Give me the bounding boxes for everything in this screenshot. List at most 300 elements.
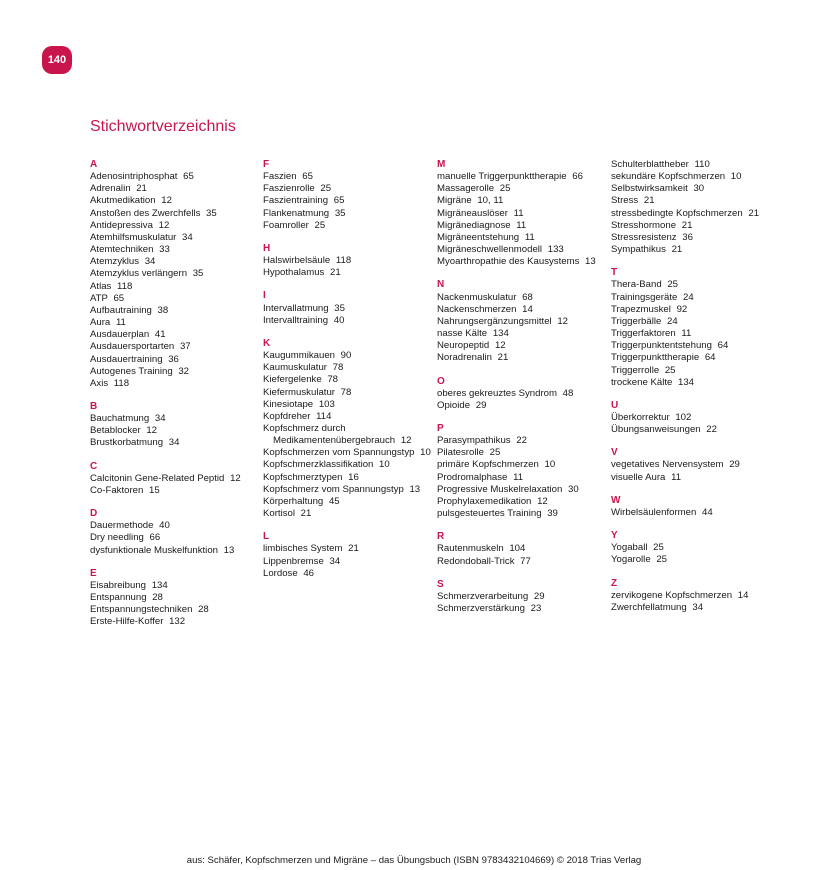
index-term: Progressive Muskelrelaxation — [437, 483, 563, 495]
index-page-number: 25 — [489, 447, 501, 459]
index-entry — [437, 472, 607, 484]
index-entry — [90, 425, 260, 437]
index-page-number: 21 — [300, 508, 312, 520]
index-term: Nackenschmerzen — [437, 303, 517, 315]
index-page-number: 11 — [115, 317, 126, 329]
index-term: Hypothalamus — [263, 267, 325, 279]
index-page-number: 46 — [303, 567, 315, 579]
index-term: Ausdauersportarten — [90, 341, 175, 353]
index-term: Migräne — [437, 195, 472, 207]
page-title: Stichwortverzeichnis — [90, 118, 236, 135]
index-term: Co-Faktoren — [90, 484, 144, 496]
index-term: Kopfschmerz vom Spannungstyp — [263, 483, 404, 495]
index-column-4 — [611, 159, 781, 614]
index-term: Anstoßen des Zwerchfells — [90, 207, 201, 219]
index-entry — [263, 459, 433, 471]
index-entry — [611, 208, 781, 220]
index-letter-a: A — [90, 159, 98, 170]
index-term: Dauermethode — [90, 520, 154, 532]
index-page-number: 90 — [340, 350, 352, 362]
index-term: Atemhilfsmuskulatur — [90, 231, 177, 243]
index-entry — [611, 292, 781, 304]
index-entry — [263, 387, 433, 399]
index-term: manuelle Triggerpunkttherapie — [437, 171, 567, 183]
index-page-number: 78 — [332, 362, 344, 374]
index-term: Neuropeptid — [437, 340, 490, 352]
index-entry — [90, 220, 260, 232]
index-entry — [90, 183, 260, 195]
index-entry — [263, 508, 433, 520]
index-term: Kiefergelenke — [263, 374, 322, 386]
index-term: Axis — [90, 377, 109, 389]
index-page-number: 21 — [136, 183, 147, 195]
index-page-number: 92 — [676, 303, 688, 315]
index-term: Kaugummikauen — [263, 350, 335, 362]
index-page-number: 44 — [702, 506, 713, 518]
index-entry — [90, 378, 260, 390]
index-page-number: 21 — [497, 352, 509, 364]
index-term: Aufbautraining — [90, 304, 152, 316]
index-term: Zwerchfellatmung — [611, 601, 687, 613]
index-term: Migränediagnose — [437, 219, 511, 231]
index-entry — [263, 303, 433, 315]
index-term: Thera-Band — [611, 279, 662, 291]
index-term: Trapezmuskel — [611, 303, 671, 315]
footer-citation: aus: Schäfer, Kopfschmerzen und Migräne – das Übungsbuch (ISBN 9783432104669) © 2018 Trias Verlag — [186, 855, 642, 866]
index-term: Stressresistenz — [611, 231, 677, 243]
index-entry — [437, 208, 607, 220]
index-term: Akutmedikation — [90, 195, 156, 207]
index-entry — [437, 340, 607, 352]
index-page-number: 32 — [178, 365, 190, 377]
index-term: Kopfschmerz durch Medikamentenübergebrauch — [263, 422, 396, 447]
index-entry — [437, 543, 607, 555]
index-entry — [437, 232, 607, 244]
index-entry — [90, 329, 260, 341]
index-term: visuelle Aura — [611, 471, 666, 483]
index-letter-w: W — [611, 494, 621, 506]
index-entry — [263, 195, 433, 207]
index-term: Halswirbelsäule — [263, 255, 331, 267]
index-term: Nackenmuskulatur — [437, 291, 517, 303]
index-entry — [611, 472, 781, 484]
index-term: Schmerzverstärkung — [437, 603, 525, 614]
index-page-number: 14 — [522, 303, 533, 315]
index-entry — [437, 496, 607, 508]
index-term: sekundäre Kopfschmerzen — [611, 171, 726, 183]
index-entry — [611, 304, 781, 316]
index-page-number: 12 — [146, 425, 158, 437]
index-entry — [437, 603, 607, 615]
index-term: Ausdauertraining — [90, 353, 163, 365]
index-entry — [90, 413, 260, 425]
index-page-number: 104 — [509, 543, 526, 555]
index-entry — [263, 255, 433, 267]
index-term: ATP — [90, 292, 108, 304]
index-page-number: 34 — [168, 437, 180, 449]
index-term: Noradrenalin — [437, 352, 492, 364]
index-entry — [611, 602, 781, 614]
index-column-1 — [90, 159, 260, 628]
index-term: Stresshormone — [611, 219, 677, 231]
index-term: Kinesiotape — [263, 398, 314, 410]
index-term: dysfunktionale Muskelfunktion — [90, 544, 218, 556]
index-page-number: 10 — [420, 447, 431, 459]
index-entry — [437, 183, 607, 195]
index-page-number: 65 — [302, 171, 313, 183]
index-entry — [90, 293, 260, 305]
index-page-number: 11 — [681, 328, 692, 340]
index-entry — [90, 366, 260, 378]
index-term: Schmerzverarbeitung — [437, 590, 529, 602]
index-page-number: 68 — [522, 291, 533, 303]
index-page-number: 102 — [675, 411, 692, 423]
index-page-number: 16 — [348, 471, 359, 483]
index-entry — [611, 424, 781, 436]
index-page-number: 10 — [730, 171, 742, 183]
index-page-number: 110 — [694, 159, 710, 170]
index-term: Migräneschwellenmodell — [437, 244, 543, 256]
index-page-number: 21 — [748, 207, 760, 219]
index-page-number: 118 — [117, 280, 133, 292]
index-page-number: 21 — [681, 219, 693, 231]
index-entry — [437, 195, 607, 207]
index-term: trockene Kälte — [611, 376, 673, 388]
index-entry — [437, 244, 607, 256]
index-page-number: 22 — [706, 424, 717, 436]
index-page-number: 38 — [157, 304, 169, 316]
index-term: Massagerolle — [437, 183, 495, 195]
index-page-number: 65 — [183, 171, 194, 183]
index-term: Atlas — [90, 280, 112, 292]
index-term: Sympathikus — [611, 244, 666, 256]
index-term: Stress — [611, 195, 639, 207]
index-term: Kopfdreher — [263, 410, 311, 422]
index-letter-f: F — [263, 159, 270, 170]
index-page-number: 35 — [334, 302, 345, 314]
index-term: stressbedingte Kopfschmerzen — [611, 207, 743, 219]
index-page-number: 33 — [159, 244, 170, 256]
index-term: nasse Kälte — [437, 328, 488, 340]
index-page-number: 35 — [192, 268, 204, 280]
index-page-number: 13 — [409, 483, 421, 495]
index-term: Aura — [90, 317, 111, 329]
index-entry — [263, 447, 433, 459]
index-entry — [611, 220, 781, 232]
index-page-number: 134 — [492, 328, 509, 340]
index-term: Faszienrolle — [263, 183, 315, 195]
index-page-number: 65 — [113, 292, 125, 304]
index-letter-b: B — [90, 400, 98, 412]
index-entry — [437, 591, 607, 603]
index-term: limbisches System — [263, 543, 343, 555]
index-entry — [437, 352, 607, 364]
index-entry — [90, 520, 260, 532]
index-entry — [437, 435, 607, 447]
index-term: Yogaball — [611, 542, 648, 554]
index-term: Rautenmuskeln — [437, 543, 504, 555]
index-entry — [263, 496, 433, 508]
index-term: Triggerfaktoren — [611, 328, 676, 340]
index-entry — [437, 256, 607, 268]
index-page-number: 35 — [206, 207, 217, 219]
index-entry — [90, 232, 260, 244]
index-page-number: 78 — [327, 374, 339, 386]
index-page-number: 78 — [340, 386, 352, 398]
index-entry — [263, 183, 433, 195]
index-term: Bauchatmung — [90, 413, 150, 425]
index-page-number: 11 — [513, 207, 524, 219]
index-term: Redondoball-Trick — [437, 555, 515, 567]
index-entry — [90, 171, 260, 183]
index-entry — [263, 208, 433, 220]
index-term: Calcitonin Gene-Related Peptid — [90, 472, 225, 484]
index-entry — [611, 232, 781, 244]
index-entry — [90, 545, 260, 557]
index-term: Trainingsgeräte — [611, 291, 678, 303]
index-letter-u: U — [611, 399, 619, 411]
index-entry — [90, 532, 260, 544]
index-term: Adenosintriphosphat — [90, 171, 178, 183]
index-entry — [437, 388, 607, 400]
index-page-number: 10 — [544, 459, 556, 471]
index-page-number: 25 — [314, 219, 326, 231]
index-page-number: 25 — [653, 542, 664, 554]
index-term: Adrenalin — [90, 183, 131, 195]
index-page-number: 11 — [516, 219, 527, 231]
index-letter-p: P — [437, 422, 444, 434]
index-term: Entspannungstechniken — [90, 604, 193, 616]
index-page-number: 36 — [682, 231, 693, 243]
index-term: Autogenes Training — [90, 365, 173, 377]
index-page-number: 14 — [737, 589, 749, 601]
index-term: Eisabreibung — [90, 579, 147, 591]
index-term: Selbstwirksamkeit — [611, 183, 688, 195]
index-letter-m: M — [437, 159, 446, 170]
index-entry — [611, 279, 781, 291]
index-page-number: 35 — [334, 207, 346, 219]
index-page-number: 25 — [499, 183, 511, 195]
index-entry — [611, 159, 781, 171]
index-page-number: 15 — [149, 484, 160, 496]
index-entry — [437, 328, 607, 340]
index-letter-l: L — [263, 531, 270, 543]
index-term: Lordose — [263, 567, 298, 579]
index-term: Flankenatmung — [263, 207, 330, 219]
index-page-number: 40 — [159, 520, 170, 532]
index-page-number: 28 — [152, 592, 163, 603]
index-term: Yogarolle — [611, 554, 651, 566]
index-entry — [90, 485, 260, 497]
index-page-number: 66 — [149, 532, 161, 544]
index-entry — [611, 412, 781, 424]
index-entry — [90, 208, 260, 220]
index-entry — [90, 305, 260, 317]
index-entry — [437, 508, 607, 520]
index-term: Lippenbremse — [263, 555, 324, 567]
index-page-number: 25 — [667, 279, 679, 291]
index-term: vegetatives Nervensystem — [611, 459, 724, 471]
page-number-badge: 140 — [42, 46, 72, 74]
index-page-number: 29 — [475, 399, 487, 411]
index-page-number: 34 — [692, 601, 704, 613]
index-letter-c: C — [90, 460, 98, 472]
index-entry — [90, 473, 260, 485]
index-page-number: 45 — [328, 495, 340, 507]
index-term: Triggerpunktentstehung — [611, 340, 712, 352]
index-page-number: 34 — [154, 413, 166, 425]
index-entry — [90, 604, 260, 616]
index-letter-k: K — [263, 337, 271, 349]
index-page-number: 12 — [158, 219, 170, 231]
index-page-number: 134 — [678, 376, 695, 388]
index-entry — [611, 195, 781, 207]
index-entry — [611, 377, 781, 389]
index-term: Pilatesrolle — [437, 447, 484, 459]
index-page-number: 11 — [524, 231, 535, 243]
index-page-number: 11 — [671, 471, 682, 483]
index-term: Atemzyklus — [90, 256, 140, 268]
index-page-number: 13 — [223, 544, 235, 556]
index-term: Überkorrektur — [611, 411, 670, 423]
index-entry — [263, 556, 433, 568]
index-page-number: 12 — [230, 472, 241, 484]
index-entry — [437, 220, 607, 232]
index-term: Kopfschmerztypen — [263, 471, 343, 483]
index-page-number: 134 — [151, 579, 168, 591]
index-term: Ausdauerplan — [90, 329, 150, 341]
index-entry — [90, 268, 260, 280]
index-term: Kaumuskulatur — [263, 362, 327, 374]
index-letter-t: T — [611, 267, 618, 279]
index-entry — [611, 590, 781, 602]
index-term: Übungsanweisungen — [611, 424, 701, 436]
index-entry — [263, 362, 433, 374]
index-term: Intervalltraining — [263, 314, 329, 326]
index-entry — [90, 341, 260, 353]
index-letter-e: E — [90, 567, 97, 579]
index-entry — [437, 556, 607, 568]
index-entry — [437, 459, 607, 471]
index-page-number: 66 — [572, 171, 583, 183]
index-term: Betablocker — [90, 425, 141, 437]
index-page-number: 114 — [316, 410, 332, 422]
index-page-number: 34 — [144, 256, 156, 268]
index-term: Foamroller — [263, 219, 309, 231]
index-term: zervikogene Kopfschmerzen — [611, 589, 733, 601]
index-term: primäre Kopfschmerzen — [437, 459, 539, 471]
index-entry — [263, 220, 433, 232]
index-page-number: 30 — [693, 183, 705, 195]
index-page-number: 21 — [348, 543, 359, 555]
index-page-number: 12 — [537, 495, 548, 507]
index-entry — [263, 315, 433, 327]
index-page-number: 40 — [333, 314, 345, 326]
index-letter-y: Y — [611, 530, 618, 542]
index-page-number: 77 — [520, 555, 531, 567]
index-term: Opioide — [437, 399, 471, 411]
index-entry — [90, 616, 260, 628]
index-page-number: 22 — [516, 435, 527, 447]
index-term: Entspannung — [90, 592, 147, 603]
index-page-number: 132 — [169, 616, 186, 628]
index-term: Atemzyklus verlängern — [90, 268, 188, 280]
index-entry — [437, 484, 607, 496]
index-page-number: 64 — [717, 340, 729, 352]
index-entry — [263, 423, 433, 447]
index-letter-n: N — [437, 279, 445, 291]
index-term: Körperhaltung — [263, 495, 324, 507]
index-page-number: 29 — [729, 459, 740, 471]
index-letter-r: R — [437, 531, 445, 543]
index-page-number: 25 — [664, 364, 676, 376]
index-page-number: 11 — [513, 471, 524, 483]
index-page-number: 41 — [154, 329, 166, 341]
index-term: Dry needling — [90, 532, 144, 544]
index-term: Kopfschmerzen vom Spannungstyp — [263, 447, 415, 459]
index-entry — [90, 256, 260, 268]
index-entry — [90, 244, 260, 256]
index-entry — [263, 568, 433, 580]
index-entry — [263, 472, 433, 484]
index-term: Faszientraining — [263, 195, 329, 207]
index-page-number: 24 — [682, 291, 694, 303]
index-entry — [437, 447, 607, 459]
index-term: Intervallatmung — [263, 302, 329, 314]
index-entry — [263, 411, 433, 423]
index-entry — [263, 543, 433, 555]
index-page-number: 25 — [656, 554, 667, 566]
index-page-number: 21 — [671, 244, 683, 256]
index-term: Wirbelsäulenformen — [611, 506, 697, 518]
index-page-number: 12 — [400, 435, 412, 447]
index-page-number: 25 — [320, 183, 332, 195]
index-letter-z: Z — [611, 577, 618, 589]
index-page-number: 133 — [547, 244, 564, 256]
index-page-number: 118 — [113, 377, 130, 389]
index-term: Brustkorbatmung — [90, 437, 164, 449]
index-page-number: 28 — [198, 604, 209, 616]
index-page-number: 12 — [494, 340, 506, 352]
index-term: Myoarthropathie des Kausystems — [437, 256, 580, 268]
index-term: oberes gekreuztes Syndrom — [437, 387, 557, 399]
index-entry — [437, 400, 607, 412]
index-entry — [90, 592, 260, 604]
index-entry — [611, 316, 781, 328]
index-entry — [90, 195, 260, 207]
index-page-number: 29 — [533, 590, 545, 602]
index-entry — [611, 459, 781, 471]
index-entry — [263, 399, 433, 411]
index-page-number: 10 — [379, 459, 390, 471]
index-page-number: 39 — [547, 508, 558, 520]
index-entry — [263, 350, 433, 362]
index-entry — [611, 171, 781, 183]
index-letter-d: D — [90, 508, 98, 520]
index-entry — [263, 171, 433, 183]
index-page-number: 64 — [704, 352, 716, 364]
index-term: Parasympathikus — [437, 435, 511, 447]
index-page-number: 21 — [643, 195, 655, 207]
index-page-number: 34 — [329, 555, 341, 567]
index-entry — [611, 183, 781, 195]
index-term: Schulterblattheber — [611, 159, 689, 170]
index-term: Atemtechniken — [90, 244, 154, 256]
index-entry — [263, 484, 433, 496]
index-entry — [611, 340, 781, 352]
index-page-number: 103 — [318, 398, 335, 410]
index-page-number: 48 — [562, 387, 574, 399]
